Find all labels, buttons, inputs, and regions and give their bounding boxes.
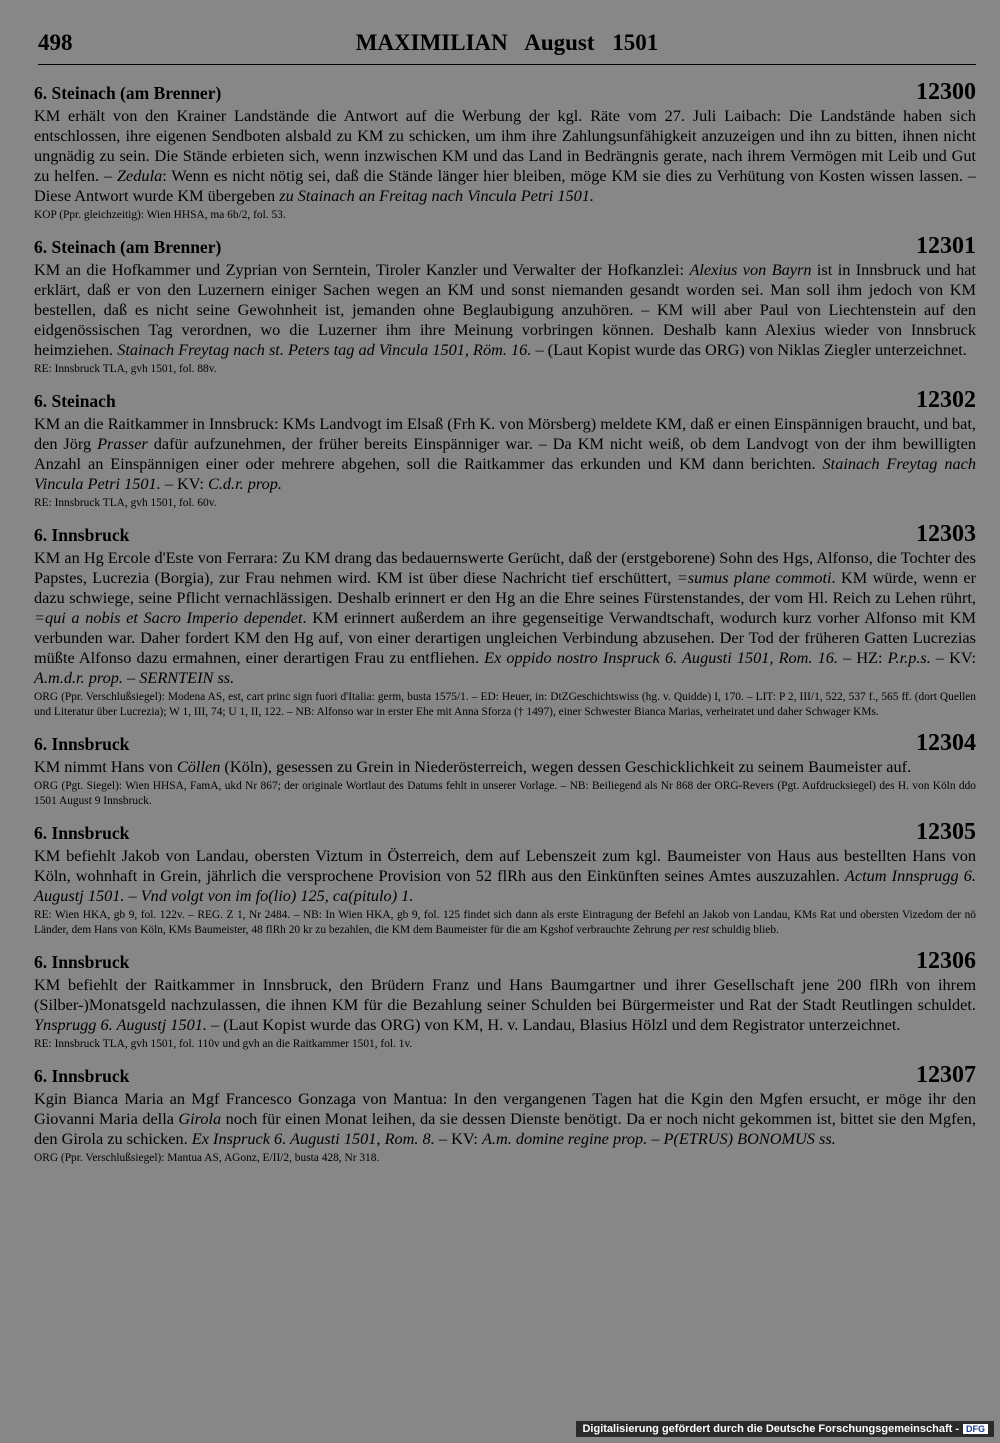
entry-body <box>34 106 976 206</box>
entry-body-text: KM befiehlt der Raitkammer in Innsbruck, den Brüdern Franz und Hans Baumgartner und ihrer Gesellschaft jene 200 flRh von ihrem (Silber-)Monatsgeld nachzulassen, die ihnen KM für die Bezahlung seiner Schulden bei Bürgermeister und Rat der Stadt Reutlingen schuldet. <box>34 975 976 1014</box>
entry-header <box>34 521 976 548</box>
entry-header <box>34 233 976 260</box>
entry-body-text: KM an Hg Ercole d'Este von Ferrara: Zu KM drang das bedauernswerte Gerücht, daß der (erstgeborene) Sohn des Hgs, Alfonso, die Tochter des Papstes, Lucrezia (Borgia), zur Frau nehmen wird. KM ist über diese Nachricht tief erschüttert, <box>34 548 976 587</box>
entry-source <box>34 908 976 938</box>
page-header <box>38 30 976 65</box>
entry-date-place: 6. Steinach <box>34 391 116 411</box>
regest-entry <box>34 79 976 223</box>
entry-body-text: dafür aufzunehmen, der früher bereits Einspänniger war. – Da KM nicht weiß, ob dem Landvogt von der ihm bewilligten Anzahl an Einspännigen einer oder mehrere abgehen, soll die Raitkammer das erkunden und KM dann berichten. <box>34 434 976 473</box>
entry-date-place: 6. Steinach (am Brenner) <box>34 83 222 103</box>
regest-entry <box>34 1062 977 1166</box>
regest-entry <box>34 819 976 938</box>
entry-body <box>34 1089 976 1149</box>
entry-body-italic: P.r.p.s. <box>887 648 931 667</box>
source-text: KOP (Ppr. gleichzeitig): Wien HHSA, ma 6b/2, fol. 53. <box>34 209 286 221</box>
entry-body-italic: =sumus plane commoti <box>676 568 832 587</box>
entry-number: 12307 <box>916 1062 976 1088</box>
entry-date-place: 6. Innsbruck <box>34 1066 130 1086</box>
entry-source <box>34 208 976 223</box>
entry-body-text: KM erhält von den Krainer Landstände die Antwort auf die Werbung der kgl. Räte vom 27. Juli Laibach: Die Landstände haben sich entschlossen, ihre eigenen Sendboten alsbald zu KM zu schicken, um ihm ihre Zahlungsunfähigkeit anzuzeigen und ihn zu bitten, ihnen nicht ungnädig zu sein. Die Stände erbieten sich, wenn inzwischen KM und das Land in Bedrängnis gerate, nach ihrem Vermögen mit Leib und Gut zu helfen. – <box>34 106 976 185</box>
entry-date-place: 6. Innsbruck <box>34 734 130 754</box>
regest-list <box>34 79 977 1179</box>
entry-body-text: KM an die Hofkammer und Zyprian von Serntein, Tiroler Kanzler und Verwalter der Hofkanzlei: <box>34 260 690 279</box>
entry-body-italic: =qui a nobis et Sacro Imperio dependet <box>34 608 303 627</box>
entry-header <box>34 948 976 975</box>
entry-source <box>34 1151 976 1166</box>
funding-text: Digitalisierung gefördert durch die Deutsche Forschungsgemeinschaft - <box>582 1423 959 1435</box>
entry-number: 12300 <box>916 79 976 105</box>
entry-number: 12302 <box>916 387 976 413</box>
entry-source <box>34 362 976 377</box>
entry-body-text: – KV: <box>160 474 208 493</box>
source-text: ORG (Ppr. Verschlußsiegel): Modena AS, est, cart princ sign fuori d'Italia: germ, busta 1575/1. – ED: Heuer, in: DtZGeschichtswiss (hg. v. Quidde) I, 170. – LIT: P 2, III/1, 522, 537 f., 565 ff. (dort Quellen und Literatur über Lucrezia); W 1, III, 74; U 1, II, 122. – NB: Alfonso war in erster Ehe mit Anna Sforza († 1497), einer Schwester Bianca Marias, verheiratet und daher Schwager KMs. <box>34 691 976 718</box>
entry-body <box>34 260 976 360</box>
source-italic: per rest <box>674 924 709 936</box>
entry-body-text: ist in Innsbruck und hat erklärt, daß er von den Luzernern einiger Sachen wegen an KM und sonst niemanden gesandt worden sei. Man soll ihm jedoch von KM bestellen, daß es nicht seine Gewohnheit ist, jemanden ohne Beglaubigung anzuhören. – KM will aber Paul von Liechtenstein auf den eidgenössischen Tag verordnen, wo die Luzerner ihm ihre Meinung vorbringen können. Deshalb kann Alexius wieder von Innsbruck heimziehen. <box>34 260 976 359</box>
funding-footer <box>576 1421 994 1437</box>
entry-body-italic: Ex oppido nostro Inspruck 6. Augusti 1501, Rom. 16. <box>484 648 838 667</box>
entry-body-italic: A.m. domine regine prop. – P(ETRUS) BONOMUS ss. <box>481 1129 836 1148</box>
entry-body-text: (Köln), gesessen zu Grein in Niederösterreich, wegen dessen Geschicklichkeit zu seinem Baumeister auf. <box>220 757 912 776</box>
entry-body-text: – KV: <box>930 648 977 667</box>
regest-entry <box>34 387 977 511</box>
entry-source <box>34 1037 976 1052</box>
entry-body-text: – KV: <box>434 1129 482 1148</box>
entry-body-italic: Prasser <box>97 434 148 453</box>
entry-body-italic: zu Stainach an Freitag nach Vincula Petri 1501. <box>279 186 594 205</box>
regest-entry <box>34 948 976 1052</box>
entry-body-italic: Stainach Freytag nach Vincula Petri 1501. <box>34 454 977 493</box>
entry-body <box>34 757 976 777</box>
entry-body-text: . KM würde, wenn er dazu schwiege, seine Pflicht vernachlässigen. Deshalb erinnert er den Hg an die Ehre seines Fürstenstandes, der vom Hl. Reich zu Lehen rührt, <box>34 568 976 607</box>
entry-header <box>34 1062 976 1089</box>
entry-source <box>34 690 976 720</box>
entry-source <box>34 779 976 809</box>
entry-body-italic: Ex Inspruck 6. Augusti 1501, Rom. 8. <box>191 1129 435 1148</box>
entry-body-italic: Cöllen <box>176 757 221 776</box>
entry-header <box>34 819 976 846</box>
entry-number: 12303 <box>916 521 976 547</box>
entry-body-italic: Stainach Freytag nach st. Peters tag ad Vincula 1501, Röm. 16. <box>117 340 532 359</box>
source-text: RE: Innsbruck TLA, gvh 1501, fol. 88v. <box>34 363 217 375</box>
entry-body-italic: Girola <box>178 1109 222 1128</box>
entry-body-italic: Actum Innsprugg 6. Augustj 1501. – Vnd volgt von im fo(lio) 125, ca(pitulo) 1. <box>34 866 976 905</box>
entry-body <box>34 548 976 688</box>
entry-number: 12306 <box>916 948 976 974</box>
entry-body-italic: Zedula <box>117 166 163 185</box>
entry-body-text: : Wenn es nicht nötig sei, daß die Stände länger hier bleiben, möge KM sie dies zu Verhütung von Kosten wissen lassen. – Diese Antwort wurde KM übergeben <box>34 166 976 205</box>
entry-body-text: – (Laut Kopist wurde das ORG) von KM, H. v. Landau, Blasius Hölzl und dem Registrator unterzeichnet. <box>206 1015 901 1034</box>
regest-entry <box>34 730 976 809</box>
entry-date-place: 6. Innsbruck <box>34 823 130 843</box>
regest-entry <box>34 521 977 720</box>
entry-body-text: KM befiehlt Jakob von Landau, obersten Viztum in Österreich, dem auf Lebenszeit zum kgl. Baumeister von Haus aus bestellten Hans von Köln, wohnhaft in Grein, jährlich die versprochene Provision von 52 flRh aus den Einkünften seines Amtes auszuzahlen. <box>34 846 976 885</box>
source-text: RE: Innsbruck TLA, gvh 1501, fol. 60v. <box>34 497 217 509</box>
source-text: RE: Wien HKA, gb 9, fol. 122v. – REG. Z 1, Nr 2484. – NB: In Wien HKA, gb 9, fol. 125 findet sich dann als erste Eintragung der Befehl an Jakob von Landau, KMs Rat und obersten Vizedom der nö Länder, dem Hans von Köln, KMs Baumeister, 48 flRh 20 kr zu bezahlen, die KM dem Baumeister für die am Kgshof verbrauchte Zehrung <box>34 909 976 936</box>
entry-body <box>34 975 976 1035</box>
entry-body <box>34 414 976 494</box>
entry-body-text: . KM erinnert außerdem an ihre gegenseitige Verwandtschaft, wodurch kurz vorher Alfonso mit KM verbunden war. Daher fordert KM den Hg auf, von einer derartigen ungleichen Verbindung abzusehen. Der Tod der früheren Gatten Lucrezias müßte Alfonso dazu ermahnen, einer derartigen Frau zu entfliehen. <box>34 608 977 667</box>
dfg-logo: DFG <box>963 1424 988 1434</box>
source-text: ORG (Pgt. Siegel): Wien HHSA, FamA, ukd Nr 867; der originale Wortlaut des Datums fehlt in unserer Vorlage. – NB: Beiliegend als Nr 868 der ORG-Revers (Pgt. Aufdrucksiegel) des H. von Köln ddo 1501 August 9 Innsbruck. <box>34 780 976 807</box>
entry-body-text: Kgin Bianca Maria an Mgf Francesco Gonzaga von Mantua: In den vergangenen Tagen hat die Kgin den Mgfen ersucht, er möge ihr den Giovanni Maria della <box>34 1089 976 1128</box>
regest-entry <box>34 233 976 377</box>
entry-body-text: – (Laut Kopist wurde das ORG) von Niklas Ziegler unterzeichnet. <box>531 340 967 359</box>
page-title: MAXIMILIAN August 1501 <box>355 30 659 55</box>
entry-number: 12301 <box>916 233 976 259</box>
source-text: schuldig blieb. <box>708 924 779 936</box>
entry-number: 12304 <box>916 730 976 756</box>
page-number: 498 <box>38 30 73 55</box>
entry-body-italic: A.m.d.r. prop. – SERNTEIN ss. <box>34 668 235 687</box>
entry-body-text: – HZ: <box>837 648 888 667</box>
entry-body-italic: Alexius von Bayrn <box>689 260 812 279</box>
entry-number: 12305 <box>916 819 976 845</box>
entry-date-place: 6. Steinach (am Brenner) <box>34 237 222 257</box>
entry-header <box>34 387 976 414</box>
entry-date-place: 6. Innsbruck <box>34 952 130 972</box>
entry-body <box>34 846 976 906</box>
entry-date-place: 6. Innsbruck <box>34 525 130 545</box>
entry-header <box>34 79 976 106</box>
entry-body-italic: Ynsprugg 6. Augustj 1501. <box>34 1015 207 1034</box>
entry-source <box>34 496 976 511</box>
entry-body-text: KM nimmt Hans von <box>34 757 177 776</box>
entry-body-italic: C.d.r. prop. <box>207 474 282 493</box>
entry-body-text: noch für einen Monat leihen, da sie dessen Dienste benötigt. Da er noch nicht gekommen ist, bittet sie den Mgfen, den Girola zu schicken. <box>34 1109 977 1148</box>
entry-header <box>34 730 976 757</box>
source-text: RE: Innsbruck TLA, gvh 1501, fol. 110v und gvh an die Raitkammer 1501, fol. 1v. <box>34 1038 413 1050</box>
source-text: ORG (Ppr. Verschlußsiegel): Mantua AS, AGonz, E/II/2, busta 428, Nr 318. <box>34 1152 380 1164</box>
entry-body-text: KM an die Raitkammer in Innsbruck: KMs Landvogt im Elsaß (Frh K. von Mörsberg) meldete KM, daß er einen Einspännigen braucht, und bat, den Jörg <box>34 414 977 453</box>
